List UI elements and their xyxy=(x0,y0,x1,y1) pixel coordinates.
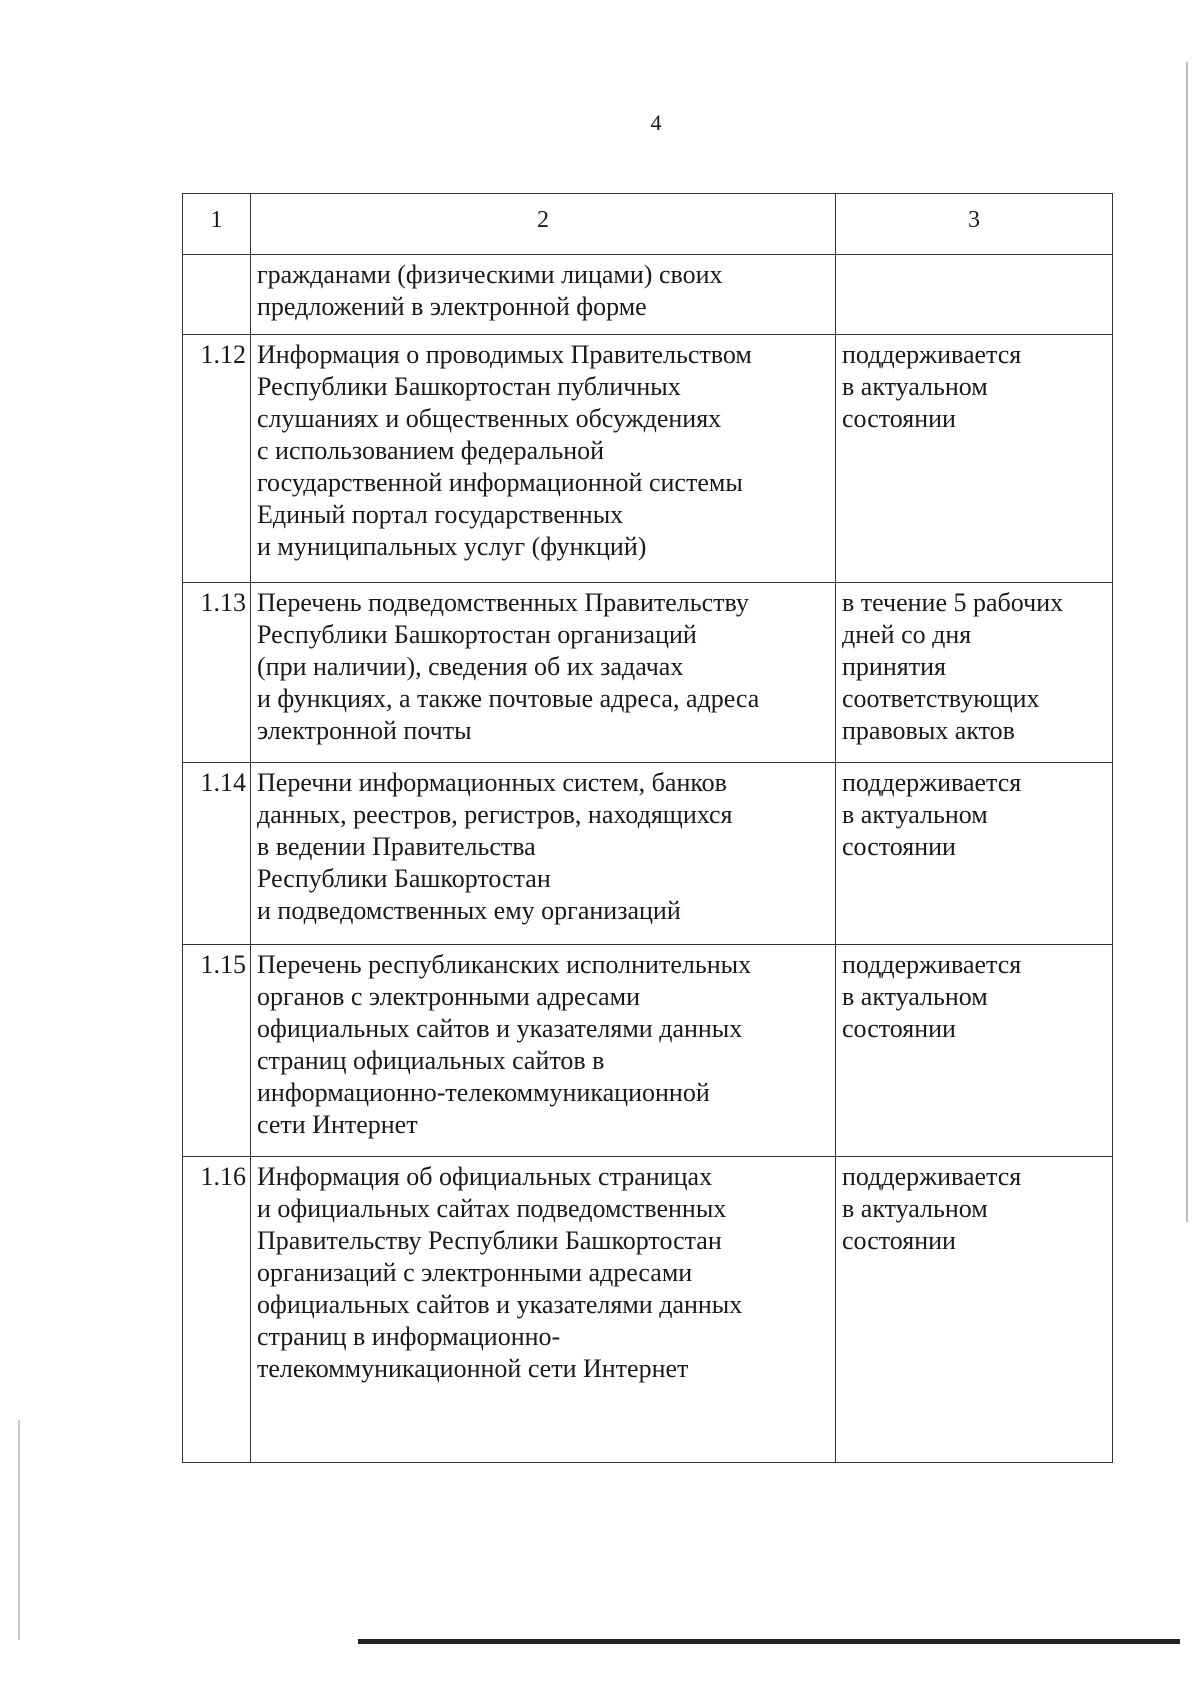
row-number: 1.16 xyxy=(183,1157,251,1463)
row-term: поддерживается в актуальном состоянии xyxy=(836,763,1113,945)
document-table xyxy=(182,193,1113,1463)
row-term xyxy=(836,255,1113,335)
table-row xyxy=(183,945,1113,1157)
row-term: поддерживается в актуальном состоянии xyxy=(836,945,1113,1157)
column-header-content: 2 xyxy=(251,194,836,255)
row-content: Перечни информационных систем, банков данных, реестров, регистров, находящихся в ведении Правительства Республики Башкортостан и подведомственных ему организаций xyxy=(251,763,836,945)
scan-edge-line xyxy=(1186,62,1188,1222)
table-row xyxy=(183,335,1113,583)
row-term: поддерживается в актуальном состоянии xyxy=(836,335,1113,583)
row-content: Перечень республиканских исполнительных органов с электронными адресами официальных сайтов и указателями данных страниц официальных сайтов в информационно-телекоммуникационной сети Интернет xyxy=(251,945,836,1157)
row-content: Перечень подведомственных Правительству Республики Башкортостан организаций (при наличии), сведения об их задачах и функциях, а также почтовые адреса, адреса электронной почты xyxy=(251,583,836,763)
table-row xyxy=(183,1157,1113,1463)
row-number: 1.13 xyxy=(183,583,251,763)
row-content: гражданами (физическими лицами) своих предложений в электронной форме xyxy=(251,255,836,335)
column-header-term: 3 xyxy=(836,194,1113,255)
row-number: 1.12 xyxy=(183,335,251,583)
table-row xyxy=(183,763,1113,945)
row-number: 1.14 xyxy=(183,763,251,945)
row-number xyxy=(183,255,251,335)
row-number: 1.15 xyxy=(183,945,251,1157)
row-content: Информация о проводимых Правительством Республики Башкортостан публичных слушаниях и общественных обсуждениях с использованием федеральной государственной информационной системы Единый портал государственных и муниципальных услуг (функций) xyxy=(251,335,836,583)
row-term: поддерживается в актуальном состоянии xyxy=(836,1157,1113,1463)
scan-edge-line xyxy=(18,1420,20,1640)
row-term: в течение 5 рабочих дней со дня принятия соответствующих правовых актов xyxy=(836,583,1113,763)
table-row xyxy=(183,583,1113,763)
bottom-rule xyxy=(358,1639,1180,1644)
table-row xyxy=(183,255,1113,335)
table-header-row xyxy=(183,194,1113,255)
page-number: 4 xyxy=(650,110,662,135)
row-content: Информация об официальных страницах и официальных сайтах подведомственных Правительству Республики Башкортостан организаций с электронными адресами официальных сайтов и указателями данных страниц в информационно- телекоммуникационной сети Интернет xyxy=(251,1157,836,1463)
column-header-number: 1 xyxy=(183,194,251,255)
